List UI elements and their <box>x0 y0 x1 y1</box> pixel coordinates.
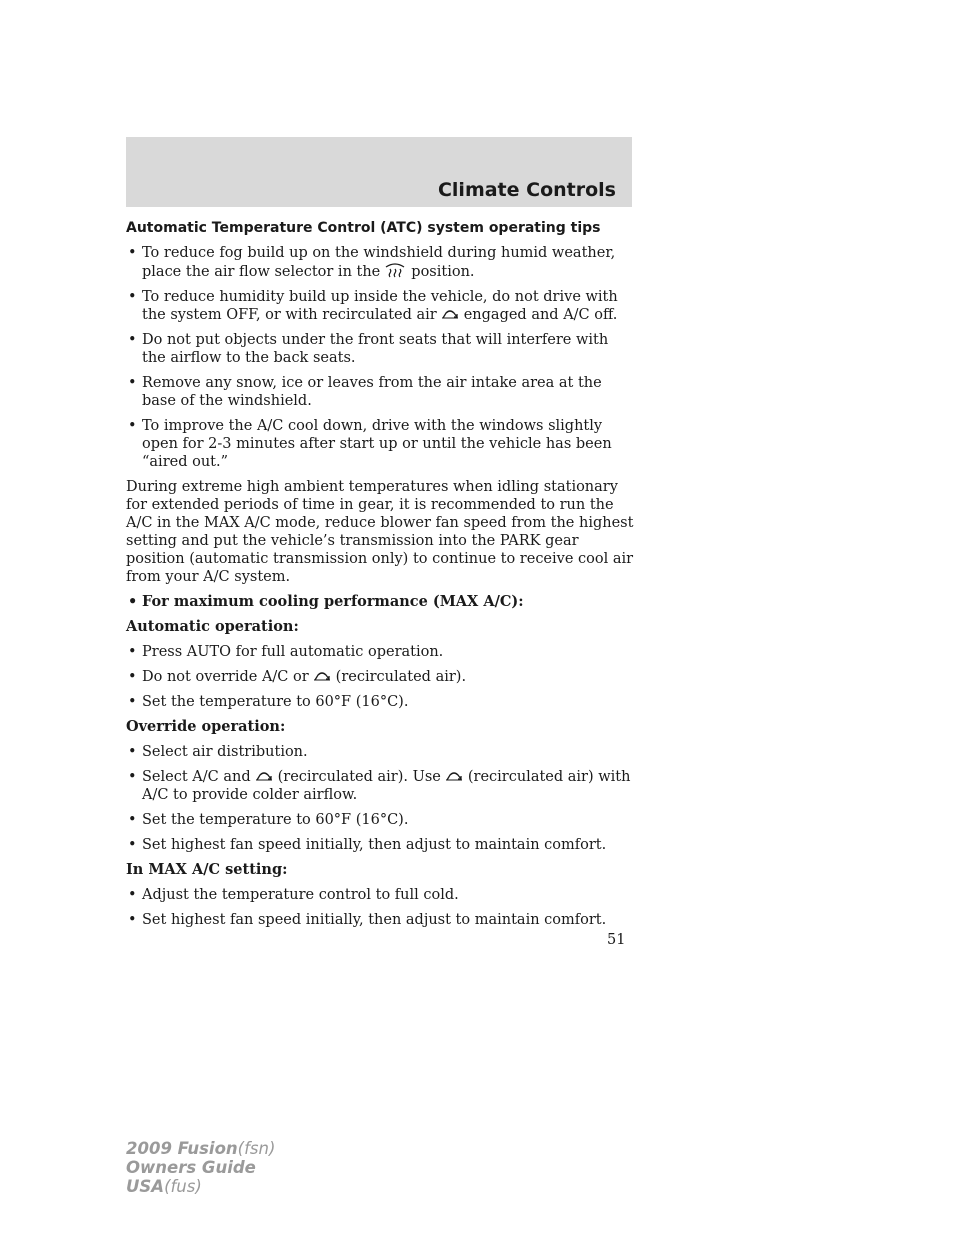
page-content <box>126 219 636 936</box>
list-item: • Set highest fan speed initially, then adjust to maintain comfort. <box>128 837 607 853</box>
tip-item: • To reduce humidity build up inside the vehicle, do not drive with the system OFF, or with recirculated air engaged and A/C off. <box>128 289 618 323</box>
windshield-defrost-icon <box>384 262 406 278</box>
tip-item: • To reduce fog build up on the windshield during humid weather, place the air flow selector in the position. <box>128 245 616 280</box>
list-item: • Set the temperature to 60°F (16°C). <box>128 694 409 710</box>
bullet-dot: • <box>128 245 137 261</box>
bullet-dot: • <box>128 593 138 610</box>
bullet-dot: • <box>128 812 137 828</box>
max-cooling-bullet: • For maximum cooling performance (MAX A/C): <box>128 593 524 610</box>
recirculated-air-icon <box>441 309 459 321</box>
atc-tips-heading: Automatic Temperature Control (ATC) system operating tips <box>126 220 601 236</box>
list-item: • Set the temperature to 60°F (16°C). <box>128 812 409 828</box>
list-item: • Press AUTO for full automatic operation. <box>128 644 444 660</box>
bullet-dot: • <box>128 644 137 660</box>
list-item: • Do not override A/C or (recirculated air). <box>128 669 467 685</box>
tip-item: • To improve the A/C cool down, drive with the windows slightly open for 2-3 minutes after start up or until the vehicle has been “aired out.” <box>128 418 612 470</box>
bullet-dot: • <box>128 837 137 853</box>
automatic-operation-heading: Automatic operation: <box>126 618 299 635</box>
bullet-dot: • <box>128 332 137 348</box>
bullet-dot: • <box>128 769 137 785</box>
tip-item: • Do not put objects under the front seats that will interfere with the airflow to the back seats. <box>128 332 609 366</box>
tip-item: • Remove any snow, ice or leaves from the air intake area at the base of the windshield. <box>128 375 602 409</box>
bullet-dot: • <box>128 289 137 305</box>
section-title: Climate Controls <box>437 179 616 201</box>
override-operation-heading: Override operation: <box>126 718 286 735</box>
list-item: • Select air distribution. <box>128 744 308 760</box>
recirculated-air-icon <box>313 671 331 683</box>
bullet-dot: • <box>128 887 137 903</box>
recirculated-air-icon <box>445 771 463 783</box>
max-setting-heading: In MAX A/C setting: <box>126 861 288 878</box>
list-item: • Set highest fan speed initially, then adjust to maintain comfort. <box>128 912 607 928</box>
list-item: • Select A/C and (recirculated air). Use (recirculated air) with A/C to provide colder airflow. <box>128 769 631 803</box>
footer-model-info <box>126 1139 275 1196</box>
bullet-dot: • <box>128 418 137 434</box>
page-number: 51 <box>607 932 626 948</box>
section-header-band <box>126 137 632 207</box>
bullet-dot: • <box>128 669 137 685</box>
bullet-dot: • <box>128 375 137 391</box>
recirculated-air-icon <box>255 771 273 783</box>
bullet-dot: • <box>128 912 137 928</box>
footer-line-model: 2009 Fusion(fsn) <box>126 1139 276 1158</box>
footer-line-guide: Owners Guide <box>126 1158 256 1177</box>
idling-paragraph: During extreme high ambient temperatures when idling stationary for extended periods of time in gear, it is recommended to run the A/C in the MAX A/C mode, reduce blower fan speed from the highest setting and put the vehicle’s transmission into the PARK gear position (automatic transmission only) to continue to receive cool air from your A/C system. <box>126 479 634 585</box>
bullet-dot: • <box>128 744 137 760</box>
bullet-dot: • <box>128 694 137 710</box>
footer-line-market: USA(fus) <box>126 1177 202 1196</box>
list-item: • Adjust the temperature control to full cold. <box>128 887 459 903</box>
